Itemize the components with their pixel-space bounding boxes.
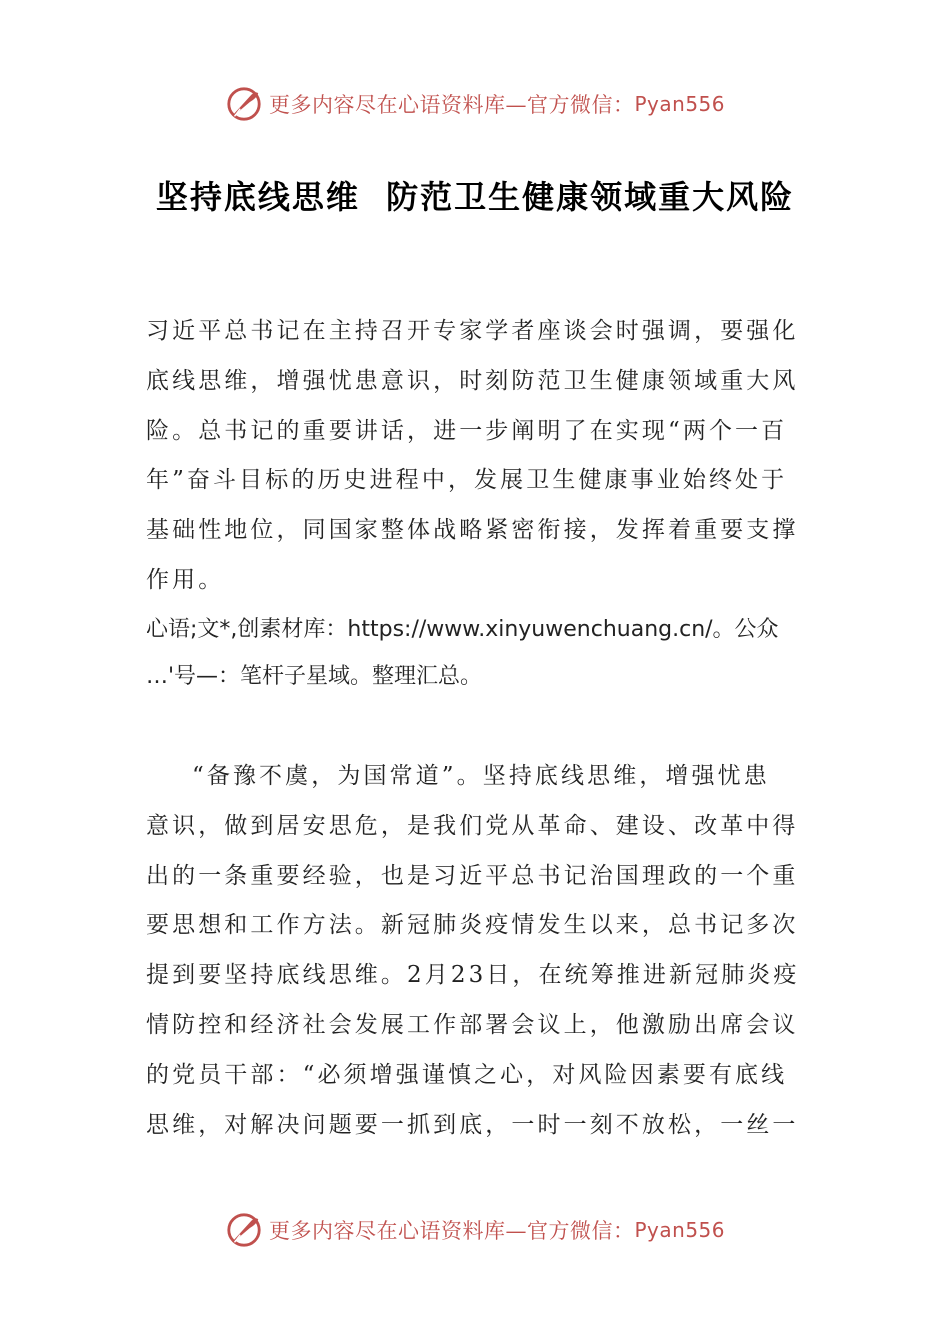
header-banner [0,80,950,128]
quill-logo-icon [225,85,263,123]
source-note-line: …'号—：笔杆子星域。整理汇总。 [146,664,483,689]
paragraph-line: 习近平总书记在主持召开专家学者座谈会时强调，要强化 [146,318,799,344]
paragraph-line: “备豫不虞，为国常道”。坚持底线思维，增强忧患 [192,763,770,789]
paragraph-line: 情防控和经济社会发展工作部署会议上，他激励出席会议 [146,1011,799,1038]
paragraph-line: 出的一条重要经验，也是习近平总书记治国理政的一个重 [146,862,799,889]
paragraph-1 [146,307,814,606]
source-note [146,606,814,700]
paragraph-2 [146,752,814,1150]
paragraph-line: 要思想和工作方法。新冠肺炎疫情发生以来，总书记多次 [146,912,799,939]
footer-banner [0,1206,950,1254]
paragraph-line: 基础性地位，同国家整体战略紧密衔接，发挥着重要支撑 [146,517,799,544]
header-banner-text: 更多内容尽在心语资料库—官方微信： [268,93,635,117]
paragraph-line: 底线思维，增强忧患意识，时刻防范卫生健康领域重大风 [146,367,799,394]
quill-logo-icon [225,1211,263,1249]
paragraph-line: 作用。 [146,566,225,593]
paragraph-line: 意识，做到居安思危，是我们党从革命、建设、改革中得 [146,812,799,839]
footer-banner-handle: Pyan556 [634,1218,725,1242]
paragraph-line: 思维，对解决问题要一抓到底，一时一刻不放松，一丝一 [146,1111,799,1138]
paragraph-line: 提到要坚持底线思维。2月23日，在统筹推进新冠肺炎疫 [146,962,800,989]
footer-banner-text: 更多内容尽在心语资料库—官方微信： [268,1219,635,1243]
paragraph-line: 年”奋斗目标的历史进程中，发展卫生健康事业始终处于 [146,467,788,494]
paragraph-line: 的党员干部：“必须增强谨慎之心，对风险因素要有底线 [146,1061,788,1088]
source-note-line: 心语;文*,创素材库：https://www.xinyuwenchuang.cn/。公众 [146,617,779,642]
header-banner-handle: Pyan556 [634,92,725,116]
page-title: 坚持底线思维 防范卫生健康领域重大风险 [155,178,795,216]
paragraph-line: 险。总书记的重要讲话，进一步阐明了在实现“两个一百 [146,417,788,444]
